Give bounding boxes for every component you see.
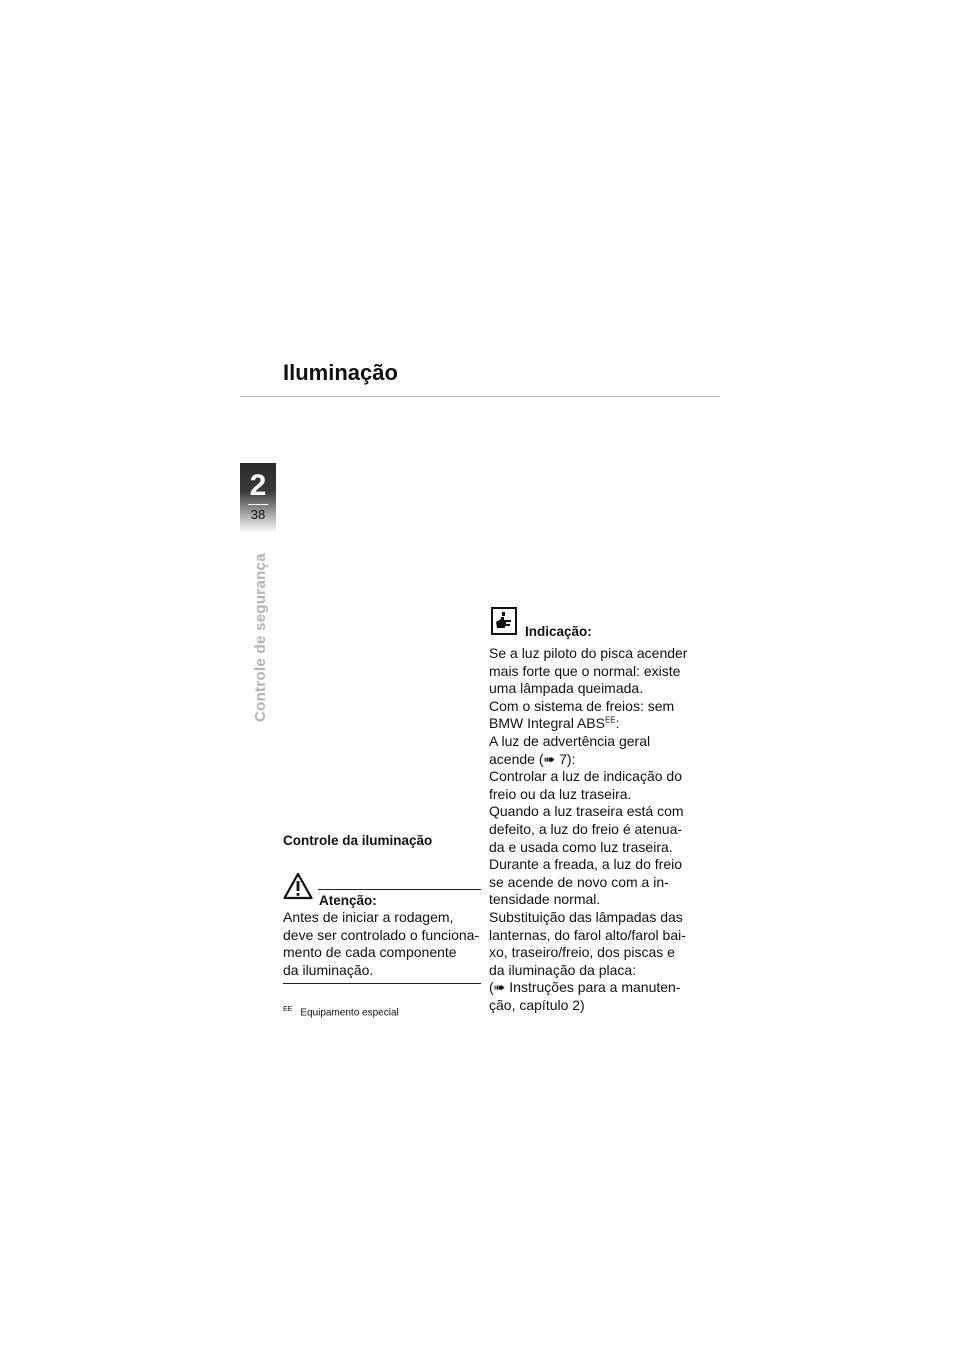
warning-triangle-icon: [283, 872, 313, 900]
abs-superscript: EE: [604, 715, 616, 725]
footnote-text: Equipamento especial: [300, 1007, 399, 1019]
warning-text: Antes de iniciar a rodagem, deve ser controlado o funciona- mento de cada componente da iluminação.: [283, 909, 480, 978]
left-column: [283, 832, 481, 1020]
chapter-number: 2: [249, 469, 267, 502]
note-header: [489, 607, 694, 639]
title-divider: [240, 396, 720, 397]
page-number: 38: [250, 507, 266, 522]
chapter-tab: [240, 463, 276, 533]
note-paragraph-2: A luz de advertência geral acende (➠ 7): Controlar a luz de indicação do freio ou da luz traseira. Quando a luz traseira está com defeito, a luz do freio é atenua- da e usada como luz traseira. Durante a freada, a luz do freio se acende de novo com a in- tensidade normal. Substituição das lâmpadas das lanternas, do farol alto/farol bai- xo, traseiro/freio, dos piscas e da iluminação da placa: (➠ Instruções para a manuten- ção, capítulo 2): [489, 732, 686, 1013]
side-chapter-label: Controle de segurança: [252, 553, 269, 722]
note-title: Indicação:: [525, 624, 592, 639]
page-title: Iluminação: [283, 360, 398, 385]
section-heading: Controle da iluminação: [283, 833, 433, 848]
footnote-marker: EE: [283, 1006, 293, 1014]
chapter-divider: [248, 504, 268, 505]
note-paragraph-1: Se a luz piloto do pisca acender mais forte que o normal: existe uma lâmpada queimada. Com o sistema de freios: sem: [489, 645, 688, 714]
note-hand-icon: [491, 607, 517, 635]
warning-divider: [318, 889, 481, 890]
right-column: [489, 607, 694, 1014]
warning-box: [283, 872, 481, 984]
footnote: [283, 1004, 481, 1019]
abs-line: BMW Integral ABS: [489, 715, 605, 732]
abs-colon: :: [615, 715, 620, 732]
warning-title: Atenção:: [319, 893, 377, 908]
note-text: [489, 645, 694, 1014]
